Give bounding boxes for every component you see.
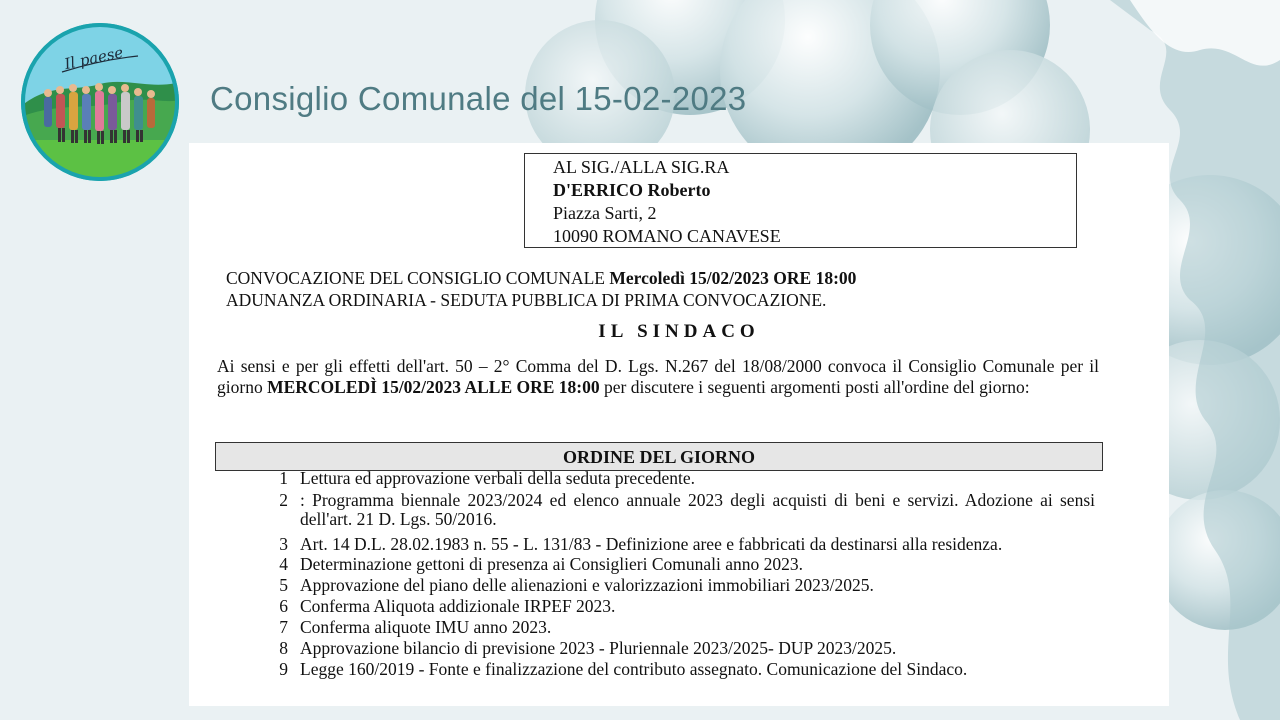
agenda-title: ORDINE DEL GIORNO bbox=[215, 442, 1103, 471]
agenda-item-number: 3 bbox=[279, 534, 288, 554]
logo-il-paese bbox=[20, 22, 180, 182]
intro-part2: per discutere i seguenti argomenti posti all'ordine del giorno: bbox=[599, 377, 1030, 397]
agenda-item-text: Art. 14 D.L. 28.02.1983 n. 55 - L. 131/83 - Definizione aree e fabbricati da destinarsi alla residenza. bbox=[300, 534, 1003, 554]
convocation-text bbox=[226, 267, 1126, 311]
addressee-box bbox=[524, 153, 1077, 248]
agenda-item-text: Lettura ed approvazione verbali della seduta precedente. bbox=[300, 468, 696, 488]
svg-text:Il paese: Il paese bbox=[62, 43, 125, 74]
agenda-item-number: 4 bbox=[279, 554, 288, 574]
agenda-item-number: 5 bbox=[279, 575, 288, 595]
agenda-item-text: Determinazione gettoni di presenza ai Consiglieri Comunali anno 2023. bbox=[300, 554, 803, 574]
convocation-line2: ADUNANZA ORDINARIA - SEDUTA PUBBLICA DI PRIMA CONVOCAZIONE. bbox=[226, 290, 827, 310]
agenda-item-number: 9 bbox=[279, 659, 288, 679]
slide-title: Consiglio Comunale del 15-02-2023 bbox=[210, 80, 747, 117]
convocation-prefix: CONVOCAZIONE DEL CONSIGLIO COMUNALE bbox=[226, 268, 610, 288]
intro-paragraph bbox=[217, 356, 1099, 398]
agenda-item-text: Approvazione del piano delle alienazioni e valorizzazioni immobiliari 2023/2025. bbox=[300, 575, 874, 595]
document-scan bbox=[189, 143, 1169, 706]
convocation-datetime: Mercoledì 15/02/2023 ORE 18:00 bbox=[609, 268, 857, 288]
agenda-item-text: : Programma biennale 2023/2024 ed elenco annuale 2023 degli acquisti di beni e servizi. Adozione ai sensi dell'art. 21 D. Lgs. 50/2016. bbox=[300, 490, 1095, 529]
heading-sindaco: IL SINDACO bbox=[598, 321, 760, 342]
convocation-line1 bbox=[226, 267, 1126, 289]
agenda-item-number: 6 bbox=[279, 596, 288, 616]
agenda-item-text: Legge 160/2019 - Fonte e finalizzazione del contributo assegnato. Comunicazione del Sindaco. bbox=[300, 659, 968, 679]
addressee-street: Piazza Sarti, 2 bbox=[553, 203, 657, 223]
intro-bold-date: MERCOLEDÌ 15/02/2023 ALLE ORE 18:00 bbox=[267, 377, 600, 397]
agenda-item-number: 7 bbox=[279, 617, 288, 637]
agenda-item-number: 2 bbox=[279, 490, 288, 510]
addressee-line1: AL SIG./ALLA SIG.RA bbox=[553, 157, 730, 177]
addressee-city: 10090 ROMANO CANAVESE bbox=[553, 226, 781, 246]
addressee-name: D'ERRICO Roberto bbox=[553, 180, 711, 200]
intro-part1: Ai sensi e per gli effetti dell'art. 50 – 2° Comma del D. Lgs. N.267 del 18/08/2000 convoca il Consiglio Comunale per il giorno bbox=[217, 356, 1099, 397]
agenda-item-number: 8 bbox=[279, 638, 288, 658]
agenda-item-text: Approvazione bilancio di previsione 2023 - Pluriennale 2023/2025- DUP 2023/2025. bbox=[300, 638, 897, 658]
agenda-item-text: Conferma aliquote IMU anno 2023. bbox=[300, 617, 552, 637]
agenda-item-text: Conferma Aliquota addizionale IRPEF 2023. bbox=[300, 596, 616, 616]
agenda-item-number: 1 bbox=[279, 468, 288, 488]
